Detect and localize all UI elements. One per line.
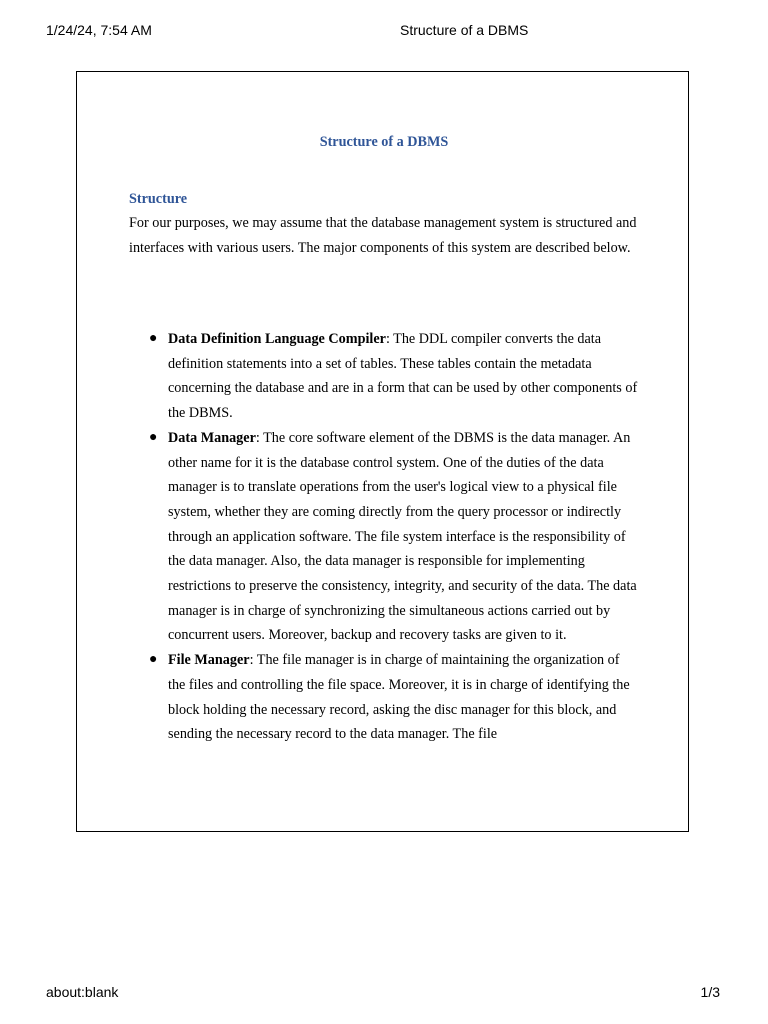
print-footer — [0, 984, 768, 1004]
list-item-text: : The core software element of the DBMS is the data manager. An other name for it is the database control system. One of the duties of the data manager is to translate operations from the user's logical view to a physical file system, whether they are coming directly from the query processor or indirectly through an application software. The file system interface is the responsibility of the data manager. Also, the data manager is responsible for implementing restrictions to preserve the consistency, integrity, and security of the data. The data manager is in charge of synchronizing the simultaneous actions carried out by concurrent users. Moreover, backup and recovery tasks are given to it. — [168, 429, 637, 644]
components-list — [129, 327, 639, 747]
list-item-text: : The DDL compiler converts the data definition statements into a set of tables. These tables contain the metadata concerning the database and are in a form that can be used by other components of the DBMS. — [168, 331, 638, 422]
document-frame — [76, 71, 689, 832]
print-page-title: Structure of a DBMS — [400, 22, 529, 38]
list-item-term: File Manager — [168, 652, 250, 669]
print-url: about:blank — [46, 984, 119, 1000]
bullet-icon: ● — [149, 652, 158, 668]
list-item-data-manager — [129, 426, 639, 648]
list-item-term: Data Definition Language Compiler — [168, 331, 386, 347]
document-title: Structure of a DBMS — [319, 134, 449, 150]
list-item-term: Data Manager — [168, 429, 256, 446]
page-number: 1/3 — [700, 984, 720, 1000]
section-heading: Structure — [129, 191, 188, 207]
print-header — [0, 22, 768, 42]
bullet-icon: ● — [149, 429, 158, 445]
list-item-text: : The file manager is in charge of maintaining the organization of the files and controlling the file space. Moreover, it is in charge of identifying the block holding the necessary record, asking the disc manager for this block, and sending the necessary record to the data manager. The file — [168, 652, 630, 743]
print-datetime: 1/24/24, 7:54 AM — [46, 22, 152, 38]
intro-paragraph: For our purposes, we may assume that the database management system is structured and interfaces with various users. The major components of this system are described below. — [129, 215, 637, 256]
bullet-icon: ● — [149, 331, 158, 346]
list-item-file-manager — [129, 648, 639, 747]
list-item-ddl-compiler — [129, 327, 639, 426]
